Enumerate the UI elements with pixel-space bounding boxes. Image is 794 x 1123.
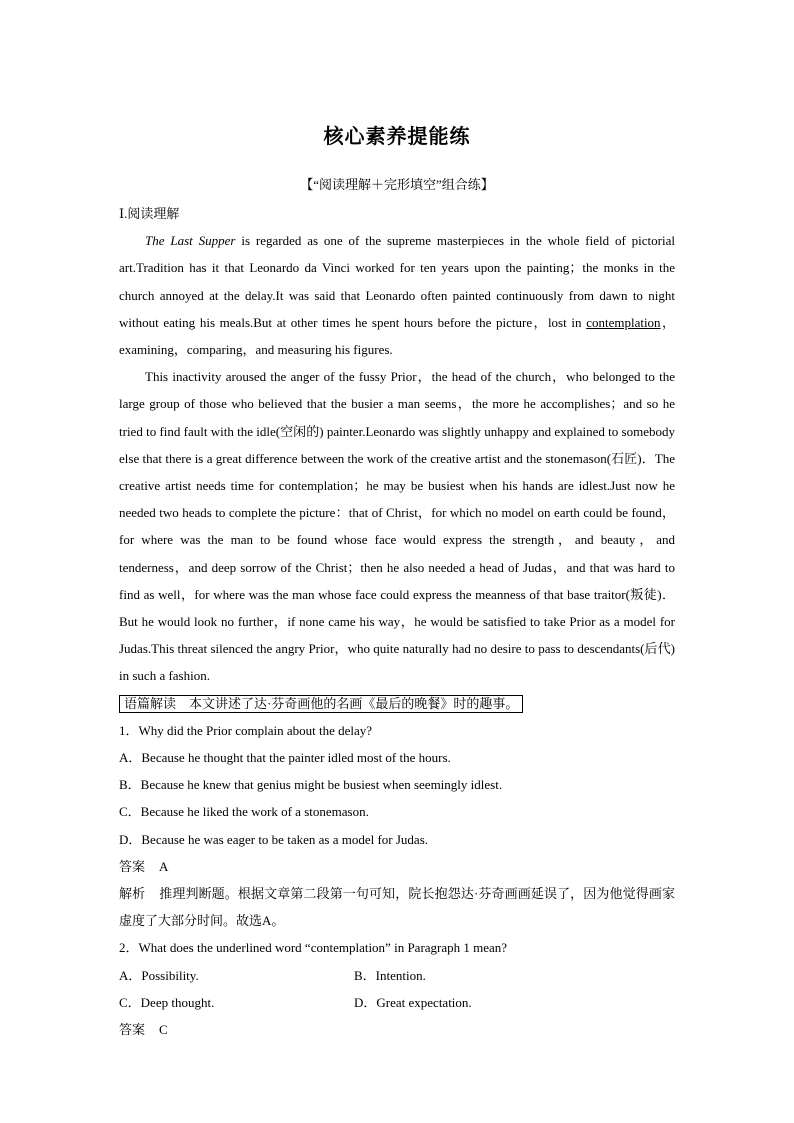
question-2-answer: [119, 1016, 675, 1043]
question-2-option-d: D．Great expectation.: [354, 994, 472, 1010]
book-title: The Last Supper: [145, 233, 236, 249]
answer-value: C: [159, 1022, 168, 1038]
passage-guide-box: 语篇解读 本文讲述了达·芬奇画他的名画《最后的晚餐》时的趣事。: [119, 695, 523, 713]
question-2-option-b: B．Intention.: [354, 967, 426, 983]
question-1-option-a: A．Because he thought that the painter idled most of the hours.: [119, 750, 451, 766]
question-1-answer: [119, 853, 675, 880]
underlined-word: contemplation: [586, 314, 661, 330]
question-1-option-c: C．Because he liked the work of a stonemason.: [119, 804, 369, 820]
section-subtitle: 【“阅读理解＋完形填空”组合练】: [300, 177, 494, 192]
question-1-option-d: D．Because he was eager to be taken as a model for Judas.: [119, 831, 428, 847]
passage-paragraph-1: [119, 227, 675, 363]
paragraph-1-text-b: ，examining，comparing，and measuring his figures.: [119, 314, 675, 358]
question-1-explanation: [119, 880, 675, 934]
content-body: [119, 200, 675, 1043]
explanation-text: 推理判断题。根据文章第二段第一句可知，院长抱怨达·芬奇画画延误了，因为他觉得画家虚度了大部分时间。故选A。: [119, 886, 675, 929]
explanation-label: 解析: [119, 886, 146, 902]
question-1-option-b: B．Because he knew that genius might be busiest when seemingly idlest.: [119, 777, 503, 793]
paragraph-1-text-a: is regarded as one of the supreme masterpieces in the whole field of pictorial art.Tradition has it that Leonardo da Vinci worked for ten years upon the painting；the monks in the church annoyed at the delay.It was said that Leonardo often painted continuously from dawn to night without eating his meals.But at other times he spent hours before the picture，lost in: [119, 233, 675, 330]
section-heading: Ⅰ.阅读理解: [119, 206, 180, 221]
question-2-option-a: A．Possibility.: [119, 967, 199, 983]
answer-value: A: [159, 858, 169, 874]
question-2-options-row-2: [119, 989, 675, 1016]
question-2-options-row-1: [119, 962, 675, 989]
question-1-stem: 1．Why did the Prior complain about the delay?: [119, 722, 373, 738]
page-title: 核心素养提能练: [323, 126, 471, 148]
passage-paragraph-2: This inactivity aroused the anger of the fussy Prior，the head of the church，who belonged to the large group of those who believed that the busier a man seems，the more he accomplishes；and so he tried to find fault with the idle(空闲的) painter.Leonardo was slightly unhappy and explained to somebody else that there is a great difference between the work of the creative artist and the stonemason(石匠)．The creative artist needs time for contemplation；he may be busiest when his hands are idlest.Just now he needed two heads to complete the picture：that of Christ，for which no model on earth could be found，for where was the man to be found whose face would express the strength，and beauty，and tenderness，and deep sorrow of the Christ；then he also needed a head of Judas，and that was hard to find as well，for where was the man whose face could express the meanness of that base traitor(叛徒)．But he would look no further，if none came his way，he would be satisfied to take Prior as a model for Judas.This threat silenced the angry Prior，who quite naturally had no desire to pass to descendants(后代) in such a fashion.: [119, 369, 675, 684]
question-2-option-c: C．Deep thought.: [119, 994, 215, 1010]
answer-label: 答案: [119, 1022, 146, 1038]
question-2-stem: 2．What does the underlined word “contemplation” in Paragraph 1 mean?: [119, 940, 508, 956]
answer-label: 答案: [119, 858, 146, 874]
